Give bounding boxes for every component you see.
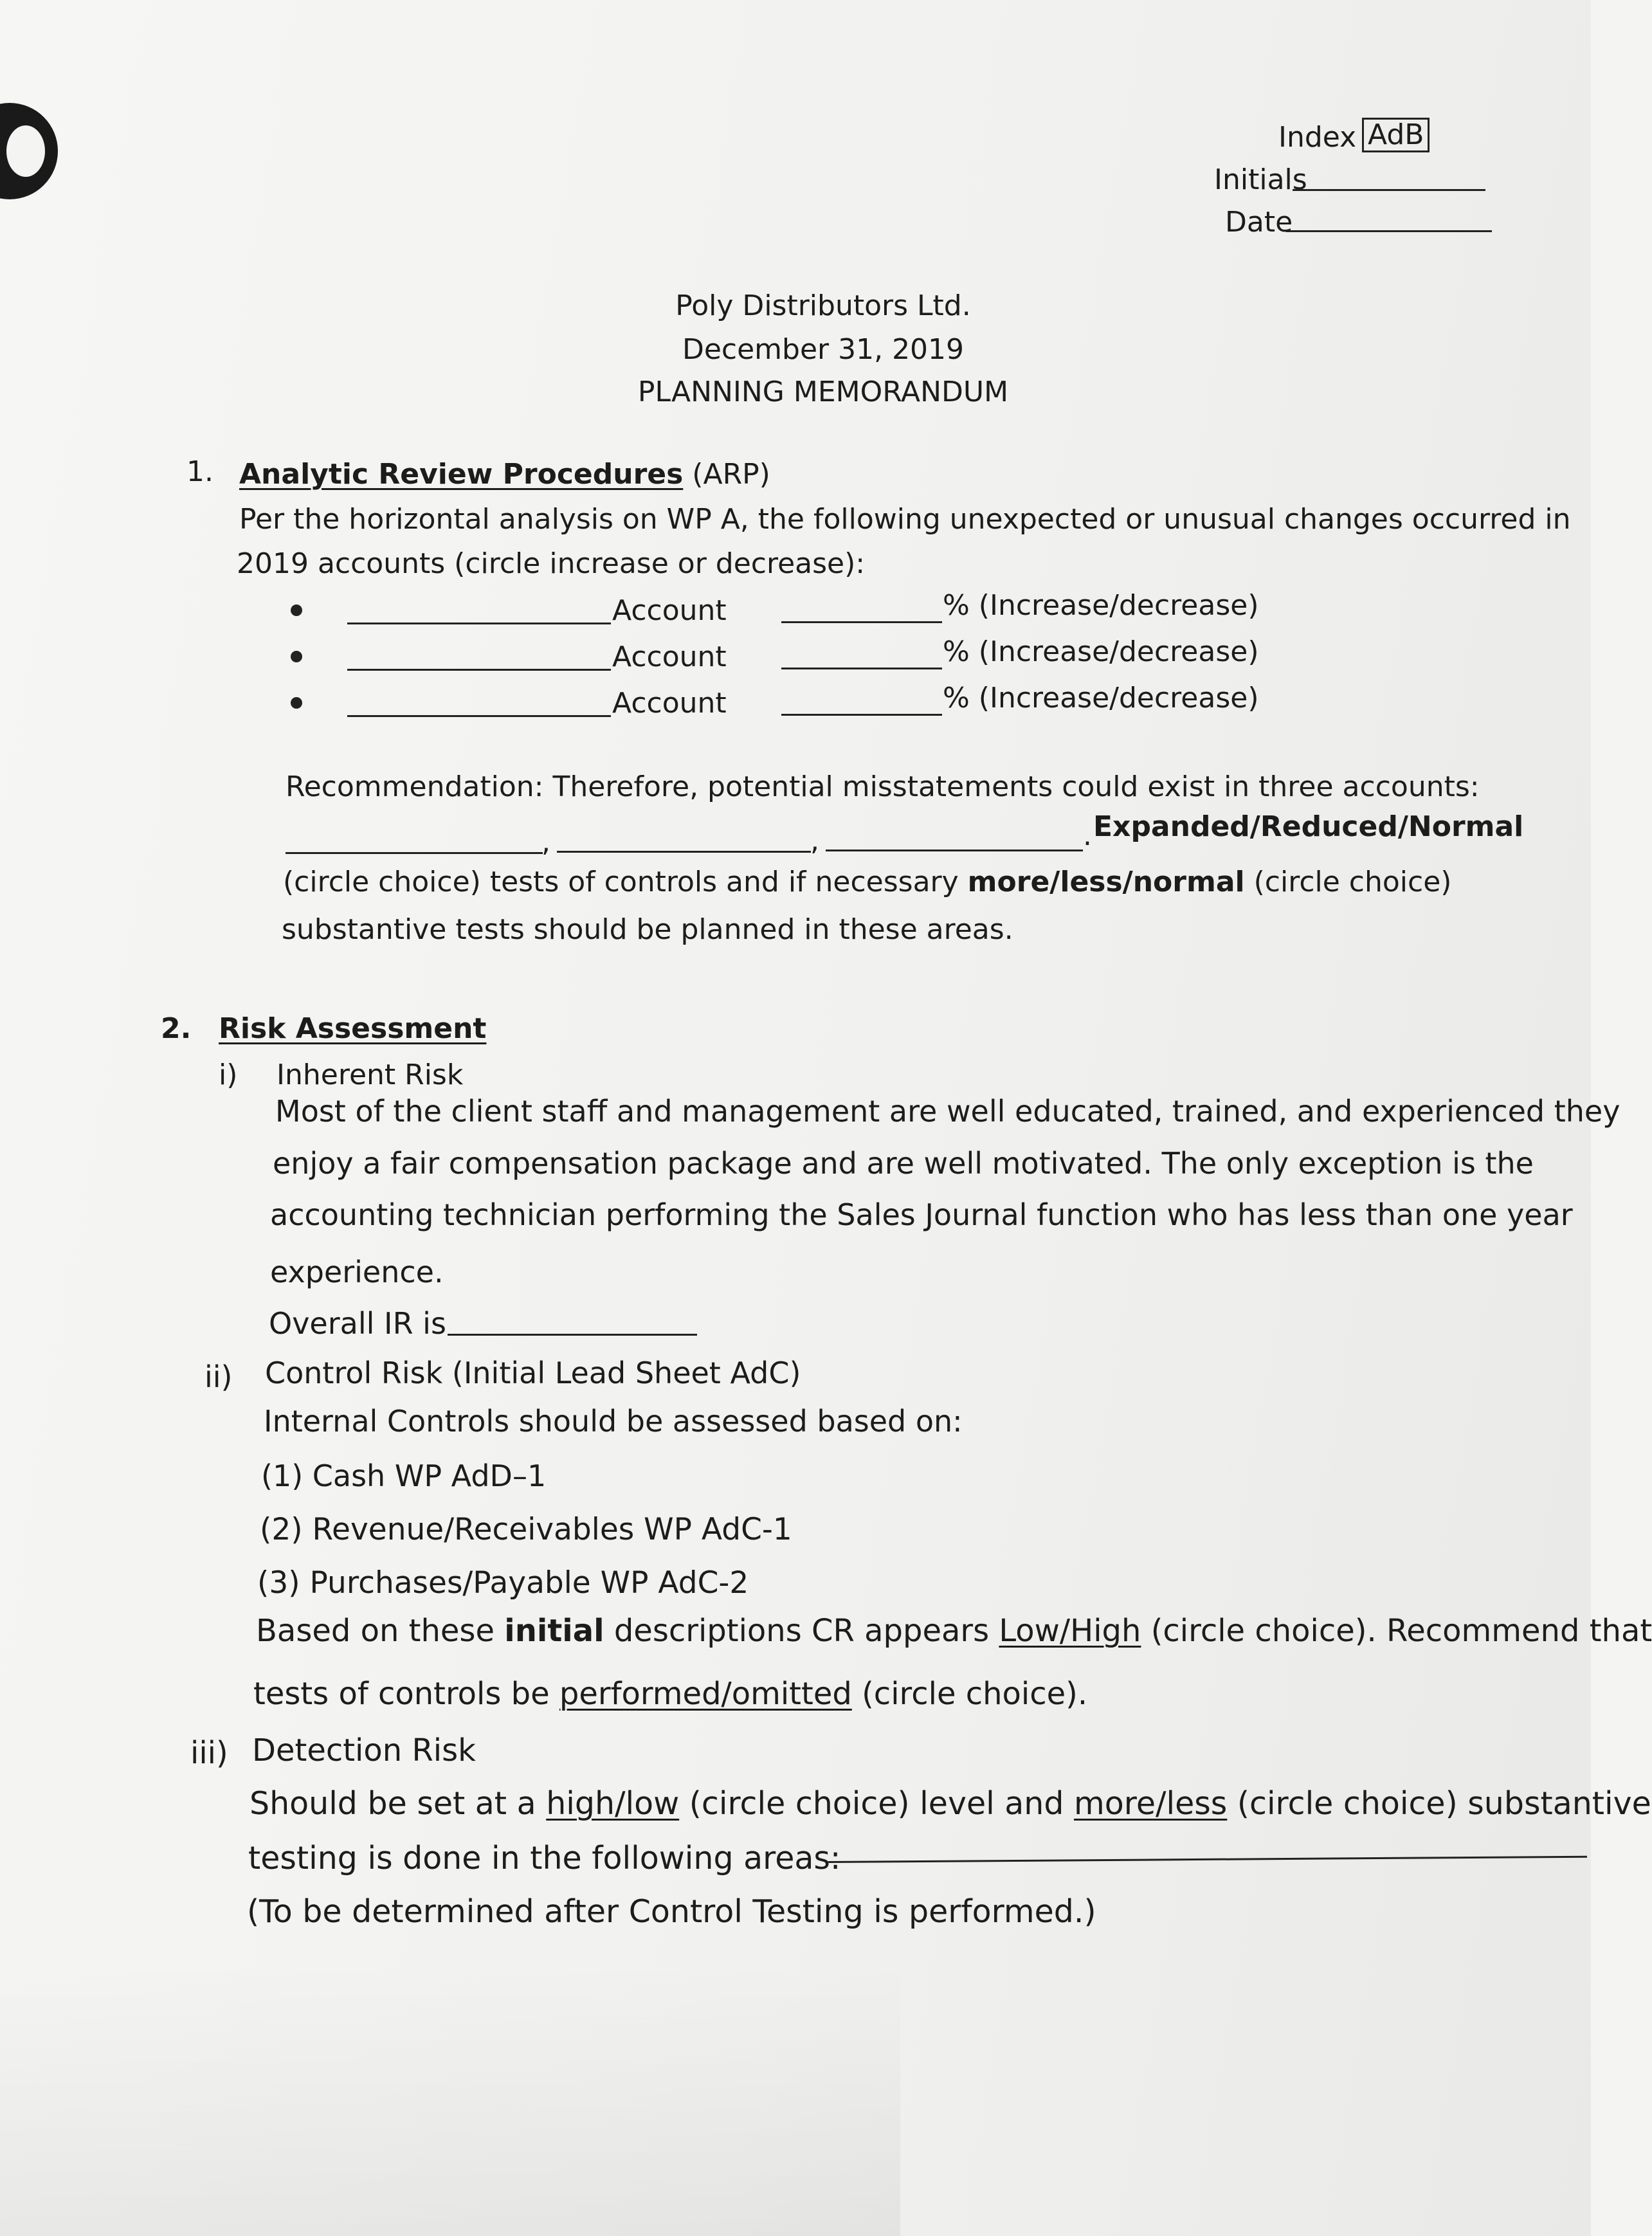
detection-line2: testing is done in the following areas: [248,1840,841,1877]
account-label: Account [612,687,727,720]
detection-risk-num: iii) [190,1735,228,1771]
choice-high-low[interactable]: high/low [546,1785,680,1822]
rec-separator: , [541,826,550,859]
misstatement-account-blank-1[interactable] [286,852,543,854]
section1-intro-line1: Per the horizontal analysis on WP A, the following unexpected or unusual changes occurred in [239,503,1571,536]
choice-more-less[interactable]: more/less [1074,1785,1228,1822]
recommendation-line4: substantive tests should be planned in these areas. [282,913,1013,946]
rec-separator: , [810,824,819,857]
cr-text-d: (circle choice). Recommend that [1150,1613,1652,1649]
bullet-dot [291,651,302,662]
choice-expanded-reduced-normal[interactable]: Expanded/Reduced/Normal [1093,810,1524,843]
recommendation-line1: Recommendation: Therefore, potential misstatements could exist in three accounts: [286,770,1480,803]
section2-heading: Risk Assessment [219,1012,487,1045]
percent-blank[interactable] [781,714,942,716]
rec-line3-suffix: (circle choice) [1253,866,1452,898]
cr-text-c: descriptions CR appears [613,1613,990,1649]
index-label: Index [1278,121,1357,154]
cr-text-a: Based on these [256,1613,495,1649]
control-item-cash: (1) Cash WP AdD–1 [261,1459,547,1493]
cr-text-initial: initial [504,1613,604,1649]
memo-title: PLANNING MEMORANDUM [637,376,1009,408]
section1-number: 1. [186,455,213,488]
recommendation-line3 [283,868,1451,896]
control-risk-num: ii) [204,1359,233,1394]
percent-blank[interactable] [781,668,942,669]
inherent-line1: Most of the client staff and management are well educated, trained, and experienced they [275,1094,1620,1129]
overall-ir-blank[interactable] [448,1334,697,1336]
bullet-dot [291,697,302,709]
change-label: % (Increase/decrease) [943,635,1259,668]
date-label: Date [1225,206,1293,239]
dr-text-c: (circle choice) substantive [1237,1785,1651,1822]
dr-text-a: Should be set at a [250,1785,536,1822]
detection-line3: (To be determined after Control Testing is performed.) [247,1893,1096,1930]
account-label: Account [612,594,727,627]
inherent-risk-num: i) [219,1059,238,1091]
bullet-dot [291,604,302,616]
toc-text-b: (circle choice). [862,1676,1088,1712]
page-shadow [0,1961,900,2236]
inherent-risk-title: Inherent Risk [277,1059,464,1091]
misstatement-account-blank-2[interactable] [557,851,811,853]
account-blank[interactable] [347,715,611,717]
choice-more-less-normal[interactable]: more/less/normal [967,866,1245,898]
control-risk-title: Control Risk (Initial Lead Sheet AdC) [265,1356,801,1390]
control-intro: Internal Controls should be assessed based on: [264,1404,963,1439]
account-label: Account [612,641,727,673]
control-item-purchases: (3) Purchases/Payable WP AdC-2 [257,1565,749,1601]
inherent-line3: accounting technician performing the Sales Journal function who has less than one year [270,1197,1573,1232]
toc-text-a: tests of controls be [253,1676,550,1712]
rec-period: . [1083,819,1092,852]
detection-risk-title: Detection Risk [252,1732,476,1768]
section2-number: 2. [161,1012,192,1045]
section1-heading: Analytic Review Procedures [239,458,684,491]
inherent-line4: experience. [270,1255,444,1289]
section1-heading-row [239,460,770,489]
initials-blank[interactable] [1293,189,1485,191]
choice-low-high[interactable]: Low/High [999,1613,1141,1649]
overall-ir-label: Overall IR is [269,1306,446,1341]
index-value: AdB [1362,118,1430,152]
initials-label: Initials [1214,163,1307,196]
section1-intro-line2: 2019 accounts (circle increase or decrease): [237,547,866,580]
rec-line3-text: (circle choice) tests of controls and if necessary [283,866,959,898]
detection-line1 [250,1785,1651,1822]
percent-blank[interactable] [781,621,942,623]
section1-heading-suffix: (ARP) [692,458,770,491]
company-name: Poly Distributors Ltd. [675,289,971,322]
tests-of-controls-line [253,1676,1088,1712]
change-label: % (Increase/decrease) [943,589,1259,622]
cr-assessment-line [256,1613,1652,1649]
account-blank[interactable] [347,669,611,671]
inherent-line2: enjoy a fair compensation package and are well motivated. The only exception is the [273,1146,1534,1181]
choice-performed-omitted[interactable]: performed/omitted [559,1676,852,1712]
date-blank[interactable] [1286,230,1492,232]
memo-date: December 31, 2019 [682,333,965,366]
account-blank[interactable] [347,623,611,624]
change-label: % (Increase/decrease) [943,682,1259,714]
control-item-revenue: (2) Revenue/Receivables WP AdC-1 [260,1512,792,1547]
misstatement-account-blank-3[interactable] [826,850,1083,851]
dr-text-b: (circle choice) level and [689,1785,1064,1822]
